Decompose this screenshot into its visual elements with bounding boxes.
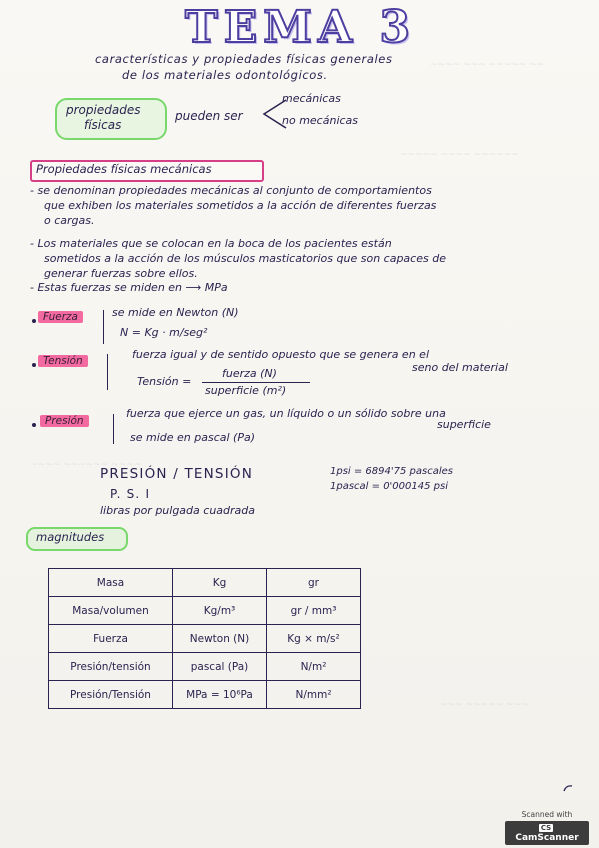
table-cell: Newton (N) <box>173 625 267 653</box>
tension-formula-lhs: Tensión = <box>137 375 192 388</box>
brace <box>107 354 108 390</box>
tension-tag: Tensión <box>38 355 88 367</box>
table-row <box>49 569 361 597</box>
bullet-2-line-2: sometidos a la acción de los músculos masticatorios que son capaces de <box>44 252 446 265</box>
tension-formula-den: superficie (m²) <box>205 384 287 397</box>
bullet-2: - Los materiales que se colocan en la boca de los pacientes están sometidos a la acción de los músculos masticatorios que son capaces de generar fuerzas sobre ellos. <box>30 237 446 280</box>
table-cell: Kg/m³ <box>173 597 267 625</box>
bleed-through: ~~~ ~~~~~ ~~~ <box>440 700 529 710</box>
table-cell: gr / mm³ <box>267 597 361 625</box>
table-cell: pascal (Pa) <box>173 653 267 681</box>
tension-line-a: fuerza igual y de sentido opuesto que se genera en el <box>132 348 429 361</box>
tension-line-a2: seno del material <box>412 361 508 374</box>
bullet-2-line-1: Los materiales que se colocan en la boca de los pacientes están <box>37 237 392 250</box>
option-no-mecanicas: no mecánicas <box>282 114 359 127</box>
bullet-3: - Estas fuerzas se miden en ⟶ MPa <box>30 281 228 294</box>
bleed-through: ~~~~ ~~~ ~~~~~ ~~ <box>430 60 545 70</box>
camscanner-logo-icon: CS <box>540 824 552 832</box>
presion-line-a: fuerza que ejerce un gas, un líquido o un sólido sobre una <box>126 407 446 420</box>
option-mecanicas: mecánicas <box>282 92 341 105</box>
table-cell: Kg <box>173 569 267 597</box>
conversion-pascal: 1pascal = 0'000145 psi <box>330 481 448 492</box>
bullet-1-line-2: que exhiben los materiales sometidos a la acción de diferentes fuerzas <box>44 199 437 212</box>
bullet-dot <box>32 319 36 323</box>
camscanner-watermark <box>505 810 589 844</box>
bullet-3-line-1: Estas fuerzas se miden en ⟶ MPa <box>37 281 228 294</box>
table-cell: Kg × m/s² <box>267 625 361 653</box>
brace <box>113 414 114 444</box>
tension-formula-num: fuerza (N) <box>222 367 277 380</box>
bullet-1: - se denominan propiedades mecánicas al conjunto de comportamientos que exhiben los materiales sometidos a la acción de diferentes fuerzas o cargas. <box>30 184 437 227</box>
units-heading: PRESIÓN / TENSIÓN <box>100 466 254 482</box>
table-cell: Fuerza <box>49 625 173 653</box>
table-row <box>49 681 361 709</box>
subtitle-line-2: de los materiales odontológicos. <box>122 68 328 82</box>
section-heading: Propiedades físicas mecánicas <box>36 162 212 176</box>
fuerza-line-a: se mide en Newton (N) <box>112 306 239 319</box>
table-cell: N/mm² <box>267 681 361 709</box>
bleed-through: ~~~~ ~~~~~~ ~~~~ <box>30 460 142 470</box>
table-cell: MPa = 10⁶Pa <box>173 681 267 709</box>
table-cell: Presión/Tensión <box>49 681 173 709</box>
presion-line-a2: superficie <box>437 418 491 431</box>
bullet-1-line-3: o cargas. <box>44 214 95 227</box>
table-cell: Masa <box>49 569 173 597</box>
psi-label: P. S. I <box>110 487 151 501</box>
table-cell: Masa/volumen <box>49 597 173 625</box>
camscanner-badge <box>505 821 589 845</box>
propiedades-label: propiedades <box>66 103 141 117</box>
fisicas-label: físicas <box>84 118 122 132</box>
presion-line-b: se mide en pascal (Pa) <box>130 431 256 444</box>
magnitudes-label: magnitudes <box>36 530 105 544</box>
bullet-1-line-1: se denominan propiedades mecánicas al conjunto de comportamientos <box>37 184 432 197</box>
bullet-dot <box>32 423 36 427</box>
table-row <box>49 597 361 625</box>
fraction-bar <box>202 382 310 383</box>
libras-label: libras por pulgada cuadrada <box>100 504 255 517</box>
fuerza-tag: Fuerza <box>38 311 83 323</box>
page-title: TEMA 3 <box>185 2 417 53</box>
subtitle-line-1: características y propiedades físicas generales <box>95 52 393 66</box>
magnitudes-table <box>48 568 361 709</box>
table-cell: Presión/tensión <box>49 653 173 681</box>
conversion-psi: 1psi = 6894'75 pascales <box>330 466 453 477</box>
table-row <box>49 625 361 653</box>
pen-mark-icon <box>562 783 574 793</box>
brace <box>103 310 104 344</box>
scanned-with-text: Scanned with <box>521 810 573 819</box>
camscanner-brand: CamScanner <box>515 833 579 843</box>
bullet-2-line-3: generar fuerzas sobre ellos. <box>44 267 198 280</box>
table-cell: gr <box>267 569 361 597</box>
presion-tag: Presión <box>40 415 89 427</box>
bullet-dot <box>32 363 36 367</box>
table-cell: N/m² <box>267 653 361 681</box>
bleed-through: ~~~~~ ~~~~ ~~~~~~ <box>400 150 519 160</box>
fuerza-line-b: N = Kg · m/seg² <box>120 326 208 339</box>
pueden-ser-text: pueden ser <box>175 109 243 123</box>
table-row <box>49 653 361 681</box>
